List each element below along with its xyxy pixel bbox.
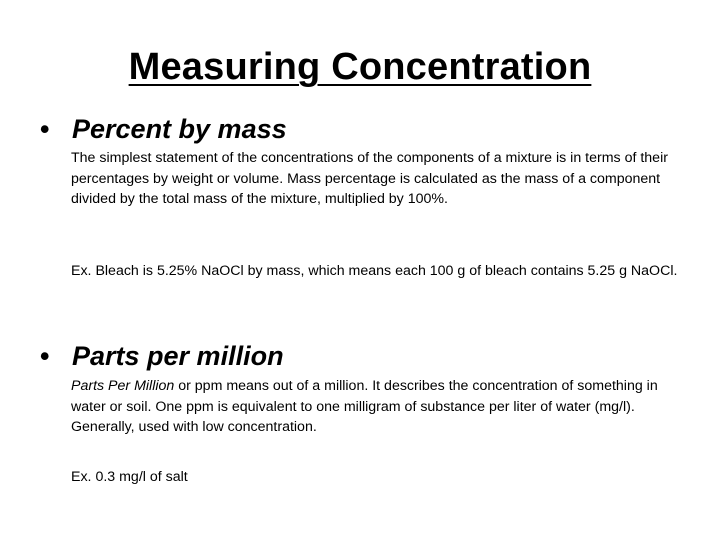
percent-by-mass-example: Ex. Bleach is 5.25% NaOCl by mass, which means each 100 g of bleach contains 5.25 g NaOCl. [71, 263, 678, 279]
bullet-heading: Percent by mass [72, 114, 287, 144]
parts-per-million-example: Ex. 0.3 mg/l of salt [71, 469, 188, 485]
bullet-parts-per-million [40, 340, 284, 372]
parts-per-million-description [71, 376, 681, 438]
slide-title: Measuring Concentration [128, 46, 592, 88]
bullet-heading: Parts per million [72, 341, 284, 371]
bullet-dot-icon: • [40, 341, 50, 371]
bullet-dot-icon: • [40, 114, 50, 144]
ppm-definition: or ppm means out of a million. It describes the concentration of something in water or soil. One ppm is equivalent to one milligram of substance per liter of water (mg/l). Generally, used with low concentration. [71, 378, 658, 436]
ppm-term: Parts Per Million [71, 378, 175, 394]
bullet-percent-by-mass [40, 113, 287, 145]
percent-by-mass-description: The simplest statement of the concentrations of the components of a mixture is in terms of their percentages by weight or volume. Mass percentage is calculated as the mass of a component divided by the total mass of the mixture, multiplied by 100%. [71, 150, 668, 208]
